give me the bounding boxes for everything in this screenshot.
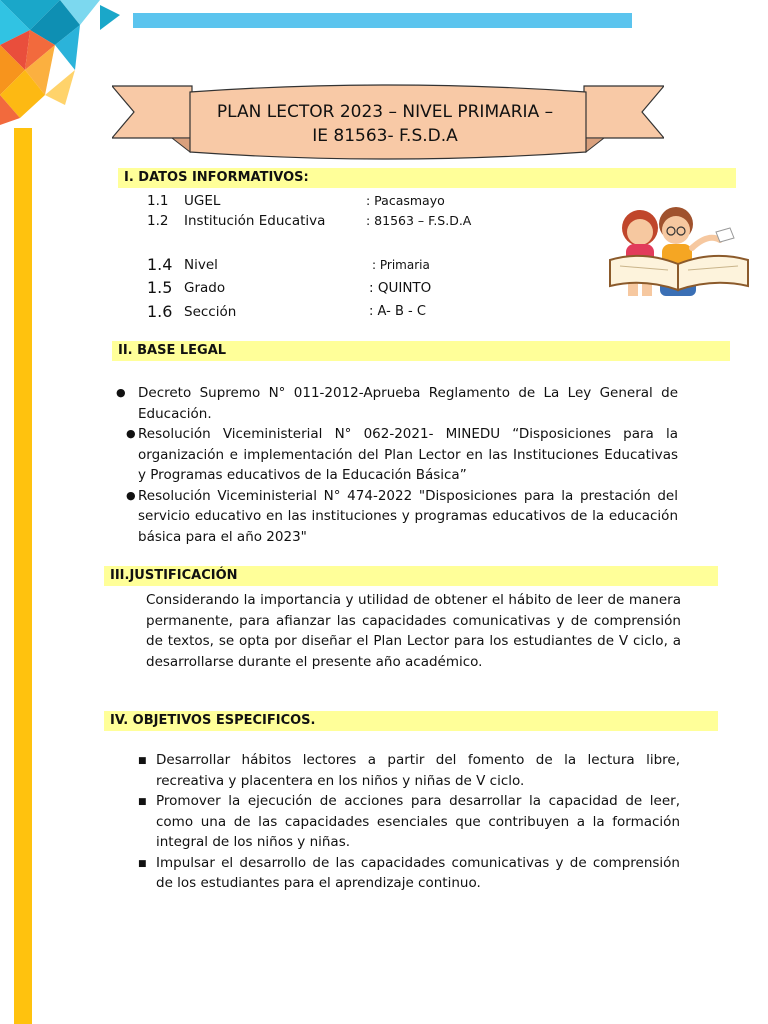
row-number: 1.1 — [147, 193, 169, 209]
bullet-square-icon: ■ — [138, 756, 147, 766]
section-heading-base-legal: II. BASE LEGAL — [112, 341, 730, 361]
list-item — [126, 424, 678, 486]
bullet-square-icon: ■ — [138, 797, 147, 807]
row-label: Nivel — [184, 257, 218, 273]
row-label: UGEL — [184, 193, 221, 209]
row-label: Sección — [184, 304, 237, 320]
list-item-text: Impulsar el desarrollo de las capacidades comunicativas y de comprensión de los estudiantes para el aprendizaje continuo. — [156, 854, 680, 891]
bullet-square-icon: ■ — [138, 858, 147, 869]
row-label: Grado — [184, 280, 226, 296]
section-heading-datos: I. DATOS INFORMATIVOS: — [118, 168, 736, 188]
bullet-dot-icon: ● — [126, 488, 136, 502]
list-item — [126, 486, 678, 548]
bullet-dot-icon: ● — [116, 386, 126, 399]
title-line-2: IE 81563- F.S.D.A — [312, 126, 458, 146]
row-value: : QUINTO — [369, 280, 432, 296]
section-heading-justificacion: III.JUSTIFICACIÓN — [104, 566, 718, 586]
justification-paragraph: Considerando la importancia y utilidad de obtener el hábito de leer de manera permanente, para afianzar las capacidades comunicativas y de comprensión de textos, se opta por diseñar el Plan Lector para los estudiantes de V ciclo, a desarrollarse durante el presente año académico. — [146, 592, 681, 670]
page-title — [190, 100, 580, 148]
children-reading-book-icon — [608, 198, 753, 308]
list-item-text: Promover la ejecución de acciones para desarrollar la capacidad de leer, como una de las capacidades esenciales que contribuyen a la formación integral de los niños y niñas. — [156, 793, 680, 850]
row-value: : A- B - C — [369, 304, 426, 319]
row-label: Institución Educativa — [184, 213, 326, 229]
top-accent-bar — [133, 13, 632, 28]
bullet-dot-icon: ● — [126, 427, 136, 440]
list-item-text: Decreto Supremo N° 011-2012-Aprueba Reglamento de La Ley General de Educación. — [138, 385, 678, 422]
row-number: 1.2 — [147, 213, 169, 229]
objectives-list — [138, 750, 680, 894]
left-accent-bar — [14, 128, 32, 1024]
row-value: : Primaria — [372, 258, 430, 272]
row-number: 1.6 — [147, 302, 173, 321]
row-number: 1.5 — [147, 278, 173, 297]
row-number: 1.4 — [147, 255, 173, 274]
list-item-text: Desarrollar hábitos lectores a partir del fomento de la lectura libre, recreativa y placentera en los niños y niñas de V ciclo. — [156, 752, 680, 789]
list-item — [138, 791, 680, 853]
title-line-1: PLAN LECTOR 2023 – NIVEL PRIMARIA – — [216, 102, 554, 122]
list-item — [116, 383, 678, 424]
list-item-text: Resolución Viceministerial N° 474-2022 "Disposiciones para la prestación del servicio educativo en las instituciones y programas educativos de la educación básica para el año 2023" — [138, 487, 678, 545]
list-item — [138, 853, 680, 894]
row-value: : Pacasmayo — [366, 193, 445, 208]
list-item-text: Resolución Viceministerial N° 062-2021- MINEDU “Disposiciones para la organización e implementación del Plan Lector en las Instituciones Educativas y Programas educativos de la Educación Básica” — [138, 426, 678, 483]
legal-list — [116, 383, 678, 547]
decorative-triangles-icon — [0, 0, 125, 125]
list-item — [138, 750, 680, 791]
section-heading-objetivos: IV. OBJETIVOS ESPECIFICOS. — [104, 711, 718, 731]
row-value: : 81563 – F.S.D.A — [366, 213, 472, 228]
